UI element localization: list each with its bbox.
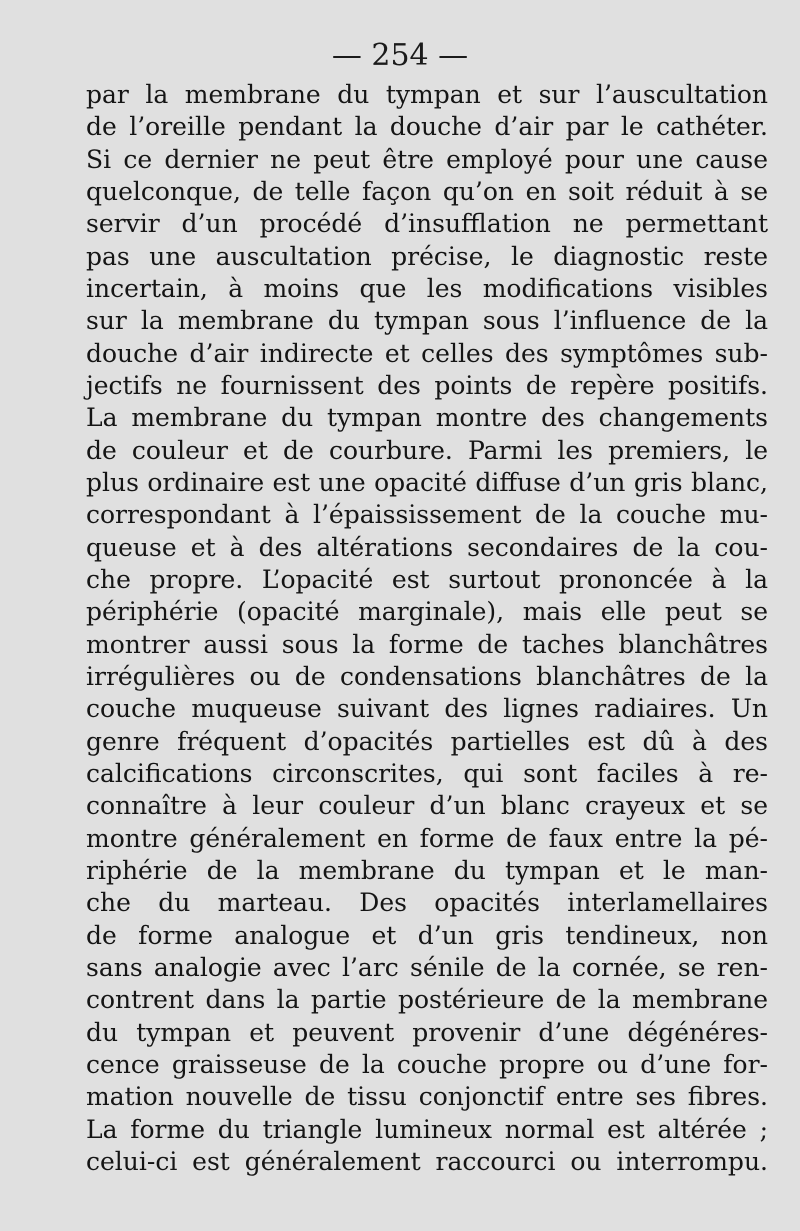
text-line: che du marteau. Des opacités interlamellaires [86,888,768,918]
text-line: La membrane du tympan montre des changements [86,403,768,433]
text-line: de forme analogue et d’un gris tendineux, non [86,920,768,950]
text-line: de couleur et de courbure. Parmi les premiers, le [86,435,768,465]
text-line: irrégulières ou de condensations blanchâtres de la [86,661,768,691]
text-line: calcifications circonscrites, qui sont faciles à re- [86,758,768,788]
text-line: La forme du triangle lumineux normal est altérée ; [86,1114,768,1144]
text-line: périphérie (opacité marginale), mais elle peut se [86,597,768,627]
text-line: mation nouvelle de tissu conjonctif entre ses fibres. [86,1082,768,1112]
text-line: du tympan et peuvent provenir d’une dégénéres- [86,1017,768,1047]
text-line: genre fréquent d’opacités partielles est dû à des [86,726,768,756]
text-line: connaître à leur couleur d’un blanc crayeux et se [86,791,768,821]
text-line: queuse et à des altérations secondaires de la cou- [86,532,768,562]
text-line: celui-ci est généralement raccourci ou interrompu. [86,1146,768,1176]
text-line: couche muqueuse suivant des lignes radiaires. Un [86,694,768,724]
page-number: — 254 — [331,38,469,73]
text-line: correspondant à l’épaississement de la couche mu- [86,500,768,530]
text-line: sans analogie avec l’arc sénile de la cornée, se ren- [86,952,768,982]
text-line: Si ce dernier ne peut être employé pour une cause [86,144,768,174]
text-line: par la membrane du tympan et sur l’auscultation [86,80,768,109]
text-line: de l’oreille pendant la douche d’air par le cathéter. [86,112,768,142]
text-line: cence graisseuse de la couche propre ou d’une for- [86,1049,768,1079]
text-line: che propre. L’opacité est surtout prononcée à la [86,564,768,594]
body-text [86,79,768,1178]
text-line: sur la membrane du tympan sous l’influence de la [86,306,768,336]
text-line: plus ordinaire est une opacité diffuse d’un gris blanc, [86,467,768,497]
text-line: montrer aussi sous la forme de taches blanchâtres [86,629,768,659]
text-line: incertain, à moins que les modifications visibles [86,273,768,303]
text-line: montre généralement en forme de faux entre la pé- [86,823,768,853]
text-line: douche d’air indirecte et celles des symptômes sub- [86,338,768,368]
text-line: jectifs ne fournissent des points de repère positifs. [86,370,768,400]
text-line: pas une auscultation précise, le diagnostic reste [86,241,768,271]
text-line: quelconque, de telle façon qu’on en soit réduit à se [86,176,768,206]
text-line: contrent dans la partie postérieure de la membrane [86,985,768,1015]
text-line: servir d’un procédé d’insufflation ne permettant [86,209,768,239]
text-line: riphérie de la membrane du tympan et le man- [86,855,768,885]
